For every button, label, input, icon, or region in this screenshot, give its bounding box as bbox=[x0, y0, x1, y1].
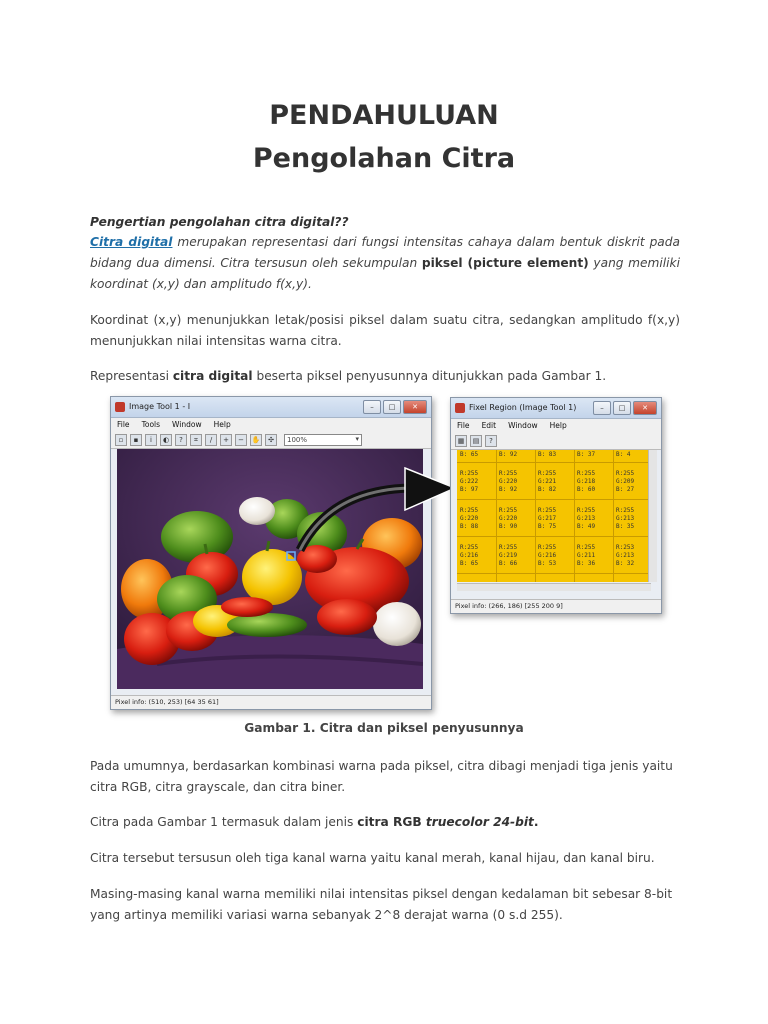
grid-line bbox=[457, 462, 651, 463]
section-heading-text: Pengertian pengolahan citra digital?? bbox=[90, 215, 349, 229]
pixel-cell: R:255 G:221 B: 82 bbox=[538, 470, 557, 493]
zoom-out-icon[interactable]: − bbox=[235, 434, 247, 446]
grid-line bbox=[457, 536, 651, 537]
maximize-button[interactable]: □ bbox=[383, 400, 401, 414]
paragraph-representation bbox=[90, 366, 680, 387]
image-tool-statusbar: Pixel info: (510, 253) [64 35 61] bbox=[111, 695, 431, 709]
minimize-button[interactable]: – bbox=[593, 401, 611, 415]
matlab-icon bbox=[455, 403, 465, 413]
zoom-in-icon[interactable]: + bbox=[220, 434, 232, 446]
table-icon[interactable]: ▤ bbox=[470, 435, 482, 447]
paragraph-channels: Citra tersebut tersusun oleh tiga kanal warna yaitu kanal merah, kanal hijau, dan kanal biru. bbox=[90, 851, 655, 865]
pixel-cell: R:255 G:216 B: 53 bbox=[538, 544, 557, 567]
paragraph-definition bbox=[90, 232, 680, 295]
paragraph-rgb bbox=[90, 812, 680, 833]
rgb-end: . bbox=[533, 815, 539, 829]
pixel-cell-top: B: 92 bbox=[499, 451, 518, 458]
window-controls bbox=[593, 401, 657, 415]
pixel-region-window bbox=[450, 397, 662, 614]
pixel-cell: R:255 G:220 B: 90 bbox=[499, 507, 518, 530]
citra-digital-link[interactable]: Citra digital bbox=[90, 235, 173, 249]
arrow-icon bbox=[290, 460, 460, 560]
help-icon[interactable]: ? bbox=[175, 434, 187, 446]
grid-line bbox=[613, 450, 614, 582]
section-heading bbox=[90, 212, 680, 233]
pixel-cell: R:255 G:216 B: 65 bbox=[460, 544, 479, 567]
info-icon[interactable]: i bbox=[145, 434, 157, 446]
pixel-cell: R:253 G:213 B: 32 bbox=[616, 544, 635, 567]
pixel-cell: R:255 G:209 B: 27 bbox=[616, 470, 635, 493]
pixel-value-grid bbox=[457, 450, 651, 582]
pixel-region-titlebar bbox=[451, 398, 661, 419]
rgb-bold-italic: truecolor 24-bit bbox=[425, 815, 534, 829]
pan-icon[interactable]: ✋ bbox=[251, 436, 261, 444]
pixel-cell-top: B: 83 bbox=[538, 451, 557, 458]
menu-window[interactable]: Window bbox=[172, 420, 202, 429]
menu-help[interactable]: Help bbox=[213, 420, 231, 429]
zoom-select[interactable]: 100% ▾ bbox=[284, 434, 362, 446]
pixel-cell: R:255 G:218 B: 60 bbox=[577, 470, 596, 493]
pixel-region-title: Fixel Region (Image Tool 1) bbox=[469, 403, 577, 412]
pixel-region-toolbar bbox=[451, 433, 661, 450]
new-icon[interactable]: ▫ bbox=[115, 434, 127, 446]
pixel-cell: R:255 G:220 B: 92 bbox=[499, 470, 518, 493]
grid-line bbox=[457, 499, 651, 500]
image-tool-title: Image Tool 1 - I bbox=[129, 402, 191, 411]
pixel-cell: R:255 G:222 B: 97 bbox=[460, 470, 479, 493]
grid-line bbox=[457, 573, 651, 574]
definition-text-b: yang memiliki koordinat (x,y) dan amplitudo f(x,y). bbox=[90, 256, 680, 291]
definition-bold: piksel (picture element) bbox=[421, 256, 589, 270]
grid-icon[interactable]: ▦ bbox=[455, 435, 467, 447]
menu-tools[interactable]: Tools bbox=[141, 420, 161, 429]
pixel-cell-top: B: 4 bbox=[616, 451, 631, 458]
menu-window[interactable]: Window bbox=[508, 421, 538, 430]
menu-edit[interactable]: Edit bbox=[481, 421, 497, 430]
representation-text-a: Representasi bbox=[90, 369, 173, 383]
close-button[interactable]: ✕ bbox=[633, 401, 657, 415]
menu-help[interactable]: Help bbox=[549, 421, 567, 430]
help-icon[interactable]: ? bbox=[485, 435, 497, 447]
contrast-icon[interactable]: ◐ bbox=[160, 434, 172, 446]
crop-icon[interactable]: ⌗ bbox=[190, 434, 202, 446]
image-tool-menubar bbox=[111, 418, 431, 432]
pixel-cell: R:255 G:220 B: 88 bbox=[460, 507, 479, 530]
grid-line bbox=[574, 450, 575, 582]
image-tool-titlebar bbox=[111, 397, 431, 418]
figure-caption: Gambar 1. Citra dan piksel penyusunnya bbox=[244, 721, 524, 735]
grid-line bbox=[535, 450, 536, 582]
page-title: PENDAHULUAN bbox=[269, 100, 499, 131]
representation-text-b: beserta piksel penyusunnya ditunjukkan pada Gambar 1. bbox=[252, 369, 607, 383]
pixel-cell-top: B: 65 bbox=[460, 451, 479, 458]
paragraph-coordinates: Koordinat (x,y) menunjukkan letak/posisi piksel dalam suatu citra, sedangkan amplitudo f(x,y) menunjukkan nilai intensitas warna citra. bbox=[90, 313, 680, 348]
image-tool-toolbar bbox=[111, 432, 431, 449]
rgb-text-a: Citra pada Gambar 1 termasuk dalam jenis bbox=[90, 815, 358, 829]
window-controls bbox=[363, 400, 427, 414]
grid-line bbox=[496, 450, 497, 582]
pixel-region-icon[interactable]: ✣ bbox=[265, 434, 277, 446]
menu-file[interactable]: File bbox=[117, 420, 130, 429]
vertical-scrollbar[interactable] bbox=[648, 450, 657, 582]
pixel-region-statusbar: Pixel info: (266, 186) [255 200 9] bbox=[451, 599, 661, 613]
pixel-cell: R:255 G:217 B: 75 bbox=[538, 507, 557, 530]
matlab-icon bbox=[115, 402, 125, 412]
pixel-region-menubar bbox=[451, 419, 661, 433]
definition-text-a: merupakan representasi dari fungsi intensitas cahaya dalam bentuk diskrit pada bidang dua dimensi. Citra tersusun oleh sekumpulan bbox=[90, 235, 680, 270]
minimize-button[interactable]: – bbox=[363, 400, 381, 414]
pixel-cell: R:255 G:213 B: 35 bbox=[616, 507, 635, 530]
export-icon[interactable]: ▪ bbox=[130, 434, 142, 446]
measure-icon[interactable]: / bbox=[205, 434, 217, 446]
horizontal-scrollbar[interactable] bbox=[457, 583, 651, 591]
paragraph-bit-depth: Masing-masing kanal warna memiliki nilai intensitas piksel dengan kedalaman bit sebesar 8-bit yang artinya memiliki variasi warna sebanyak 2^8 derajat warna (0 s.d 255). bbox=[90, 887, 673, 922]
rgb-bold: citra RGB bbox=[357, 815, 426, 829]
close-button[interactable]: ✕ bbox=[403, 400, 427, 414]
pixel-cell-top: B: 37 bbox=[577, 451, 596, 458]
pixel-cell: R:255 G:213 B: 49 bbox=[577, 507, 596, 530]
page-subtitle: Pengolahan Citra bbox=[252, 143, 516, 174]
pixel-cell: R:255 G:219 B: 66 bbox=[499, 544, 518, 567]
representation-bold: citra digital bbox=[172, 369, 253, 383]
paragraph-types: Pada umumnya, berdasarkan kombinasi warna pada piksel, citra dibagi menjadi tiga jenis yaitu citra RGB, citra grayscale, dan citra biner. bbox=[90, 759, 673, 794]
maximize-button[interactable]: □ bbox=[613, 401, 631, 415]
pixel-cell: R:255 G:211 B: 36 bbox=[577, 544, 596, 567]
menu-file[interactable]: File bbox=[457, 421, 470, 430]
